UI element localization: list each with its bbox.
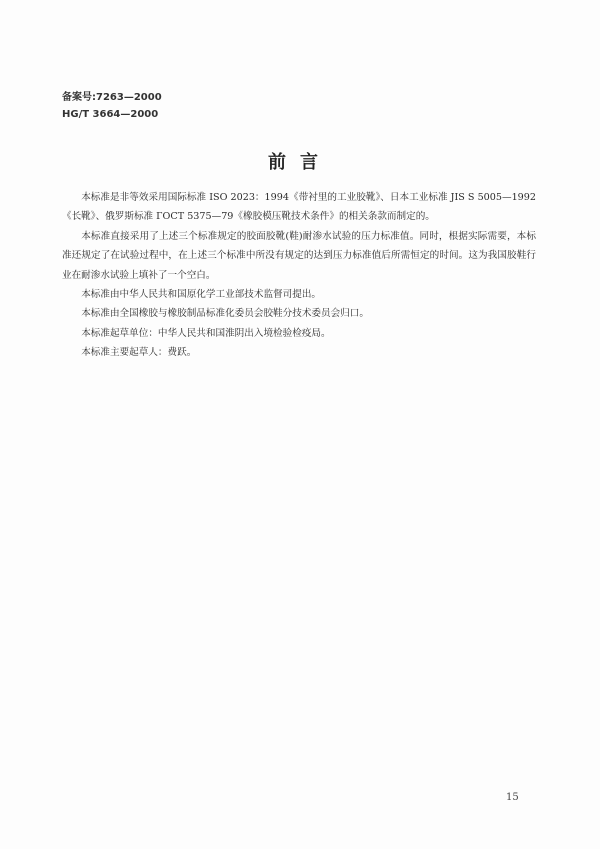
paragraph-centralized-by: 本标准由全国橡胶与橡胶制品标准化委员会胶鞋分技术委员会归口。 [81,308,369,320]
paragraph-proposed-by: 本标准由中华人民共和国原化学工业部技术监督司提出。 [81,289,322,301]
foreword-body [62,188,536,363]
standard-header [62,89,162,123]
standard-code: HG/T 3664—2000 [62,109,159,120]
filing-number: 备案号:7263—2000 [62,92,162,103]
paragraph-drafters: 本标准主要起草人：费跃。 [81,347,197,359]
paragraph-pressure-values: 本标准直接采用了上述三个标准规定的胶面胶靴(鞋)耐渗水试验的压力标准值。同时，根据实际需要，本标准还规定了在试验过程中，在上述三个标准中所没有规定的达到压力标准值后所需恒定的时间。这为我国胶鞋行业在耐渗水试验上填补了一个空白。 [62,230,536,281]
paragraph-adoption: 本标准是非等效采用国际标准 ISO 2023：1994《带衬里的工业胶靴》、日本工业标准 JIS S 5005—1992《长靴》、俄罗斯标准 ГОСТ 5375—79《橡胶模压靴技术条件》的相关条款而制定的。 [62,192,536,223]
paragraph-drafting-unit: 本标准起草单位：中华人民共和国淮阴出入境检验检疫局。 [81,327,331,339]
page-number: 15 [506,792,519,803]
page-title: 前言 [268,152,332,173]
